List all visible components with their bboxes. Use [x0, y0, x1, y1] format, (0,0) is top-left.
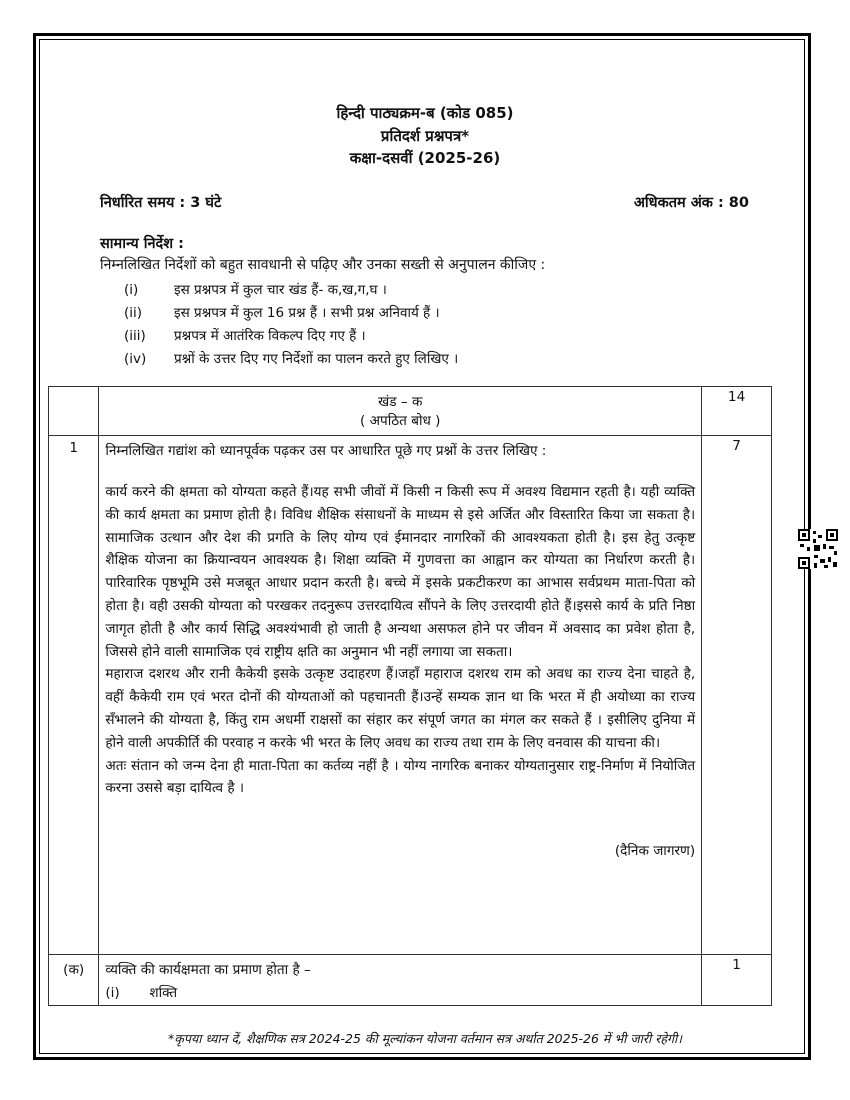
instruction-text: प्रश्नपत्र में आतंरिक विकल्प दिए गए हैं । — [174, 328, 366, 344]
sub-question-marks: 1 — [702, 955, 772, 1006]
instruction-item — [124, 349, 458, 367]
paper-type: प्रतिदर्श प्रश्नपत्र* — [380, 127, 470, 145]
qr-code-icon — [798, 529, 838, 569]
sub-question-number: (क) — [49, 955, 99, 1006]
instruction-text: इस प्रश्नपत्र में कुल चार खंड हैं- क,ख,ग,घ । — [174, 282, 387, 298]
question-number: 1 — [49, 436, 99, 955]
instruction-text: इस प्रश्नपत्र में कुल 16 प्रश्न हैं । सभी प्रश्न अनिवार्य हैं । — [174, 305, 440, 321]
instruction-item — [124, 303, 440, 321]
question-marks: 7 — [702, 436, 772, 955]
class-year: कक्षा-दसवीं (2025-26) — [349, 149, 501, 167]
section-subtitle: ( अपठित बोध ) — [360, 413, 441, 429]
max-marks: अधिकतम अंक : 80 — [633, 195, 749, 211]
instruction-text: प्रश्नों के उत्तर दिए गए निर्देशों का पालन करते हुए लिखिए । — [174, 351, 459, 367]
passage-paragraph: अतः संतान को जन्म देना ही माता-पिता का कर्तव्य नहीं है । योग्य नागरिक बनाकर योग्यतानुसार राष्ट्र-निर्माण में नियोजित करना उससे बड़ा दायित्व है । — [105, 757, 696, 797]
passage-source: (दैनिक जागरण) — [614, 843, 696, 860]
question-table — [48, 386, 772, 1006]
footer-note: *कृपया ध्यान दें, शैक्षणिक सत्र 2024-25 की मूल्यांकन योजना वर्तमान सत्र अर्थात 2025-26 में भी जारी रहेगी। — [168, 1031, 682, 1046]
option-text: शक्ति — [149, 985, 178, 1001]
question-instruction: निम्नलिखित गद्यांश को ध्यानपूर्वक पढ़कर उस पर आधारित पूछे गए प्रश्नों के उत्तर लिखिए : — [105, 443, 547, 459]
section-header-cell — [99, 387, 702, 436]
instruction-number: (i) — [124, 282, 139, 298]
instructions-lead: निम्नलिखित निर्देशों को बहुत सावधानी से पढ़िए और उनका सख्ती से अनुपालन कीजिए : — [100, 257, 546, 273]
instructions-title: सामान्य निर्देश : — [100, 236, 184, 252]
course-title: हिन्दी पाठ्यक्रम-ब (कोड 085) — [336, 104, 514, 122]
instruction-number: (iii) — [124, 328, 146, 344]
sub-question-text: व्यक्ति की कार्यक्षमता का प्रमाण होता है – — [105, 962, 311, 978]
instruction-item — [124, 326, 366, 344]
instruction-number: (iv) — [124, 351, 147, 367]
instruction-number: (ii) — [124, 305, 143, 321]
question-row — [49, 436, 772, 955]
question-body — [99, 436, 702, 955]
option-item — [105, 982, 695, 1001]
time-allowed: निर्धारित समय : 3 घंटे — [100, 195, 222, 211]
section-marks: 14 — [702, 387, 772, 436]
sub-question-body — [99, 955, 702, 1006]
section-header-row — [49, 387, 772, 436]
section-title: खंड – क — [378, 394, 423, 410]
option-number: (i) — [105, 985, 120, 1001]
empty-cell — [49, 387, 99, 436]
passage-paragraph: कार्य करने की क्षमता को योग्यता कहते हैं।यह सभी जीवों में किसी न किसी रूप में अवश्य विद्यमान रहती है। यही व्यक्ति की कार्य क्षमता का प्रमाण होती है। विविध शैक्षिक संसाधनों के माध्यम से इसे अर्जित और विस्तारित किया जा सकता है।सामाजिक उत्थान और देश की प्रगति के लिए योग्य एवं ईमानदार नागरिकों की आवश्यकता होती है। इस हेतु उत्कृष्ट शैक्षिक योजना का क्रियान्वयन आवश्यक है। शिक्षा व्यक्ति में गुणवत्ता का आह्वान कर योग्यता का निर्धारण करती है। पारिवारिक पृष्ठभूमि उसे मजबूत आधार प्रदान करती है। बच्चे में इसके प्रकटीकरण का आभास सर्वप्रथम माता-पिता को होता है। वही उसकी योग्यता को परखकर तदनुरूप उत्तरदायित्व सौंपने के लिए उत्तरदायी होते हैं।इससे कार्य के प्रति निष्ठा जागृत होती है और कार्य सिद्धि अवश्यंभावी हो जाती है अन्यथा असफल होने पर जीवन में अवसाद का प्रवेश होता है, जिससे होने वाली सामाजिक एवं राष्ट्रीय क्षति का अनुमान भी नहीं लगाया जा सकता। — [105, 484, 696, 660]
instruction-item — [124, 280, 387, 298]
passage-paragraph: महाराज दशरथ और रानी कैकेयी इसके उत्कृष्ट उदाहरण हैं।जहाँ महाराज दशरथ राम को अवध का राज्य देना चाहते है, वहीं कैकेयी राम एवं भरत दोनों की योग्यताओं को पहचानती हैं।उन्हें सम्यक ज्ञान था कि भरत में ही अयोध्या का राज्य सँभालने की योग्यता है, किंतु राम अधर्मी राक्षसों का संहार कर संपूर्ण जगत का मंगल कर सकते हैं । इसीलिए दुनिया में होने वाली अपकीर्ति की परवाह न करके भी भरत के लिए अवध का राज्य तथा राम के लिए वनवास की याचना की। — [105, 666, 696, 751]
sub-question-row — [49, 955, 772, 1006]
